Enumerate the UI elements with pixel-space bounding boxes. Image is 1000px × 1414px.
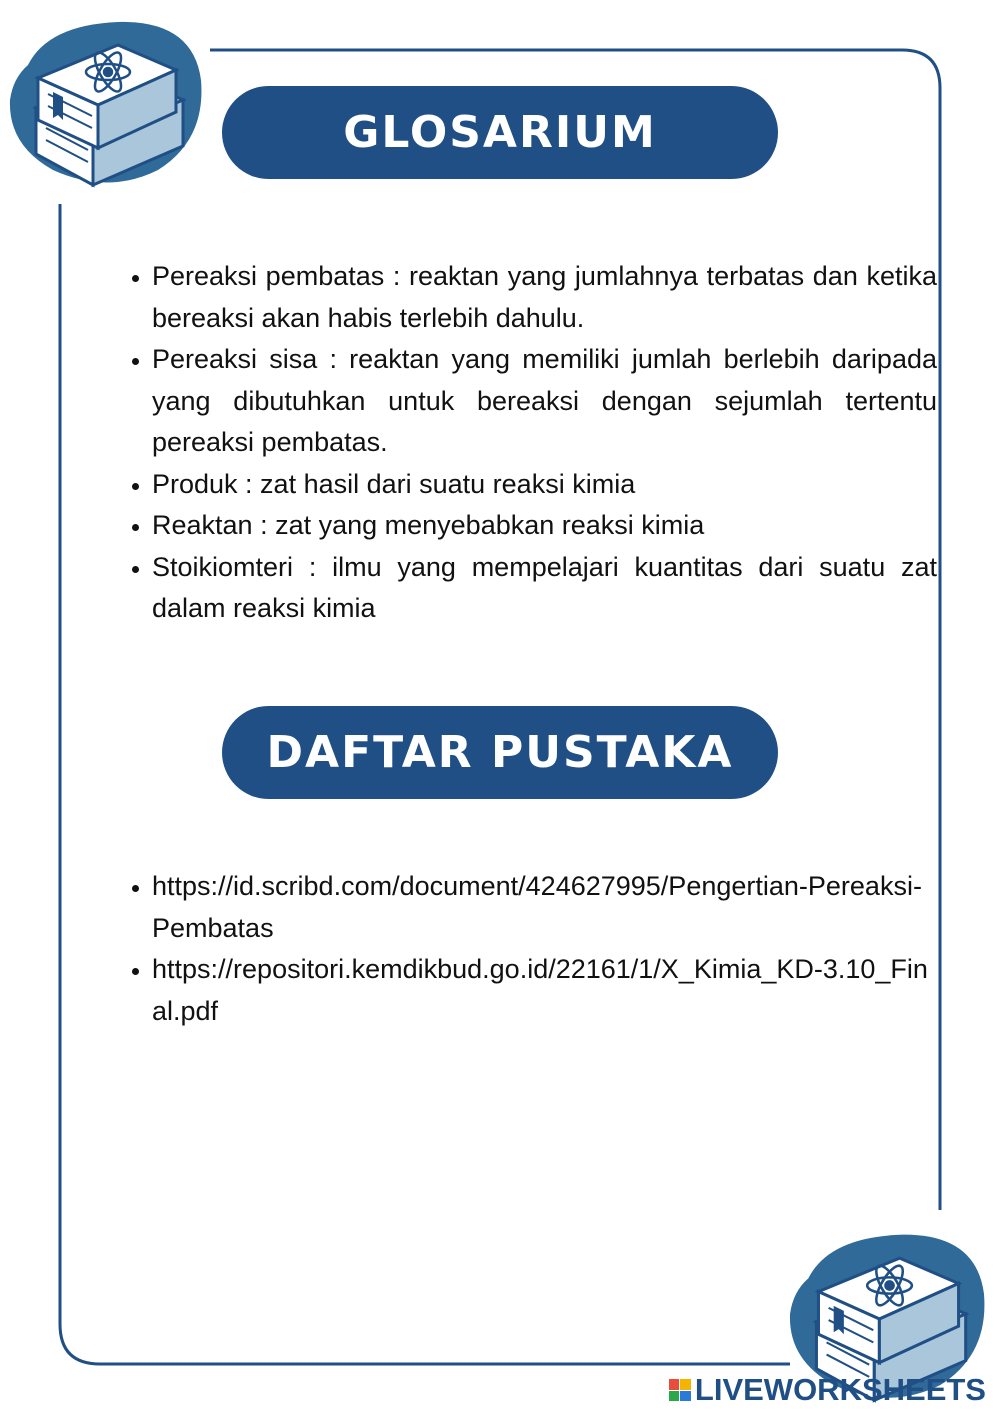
references-list — [115, 866, 937, 1032]
references-title: DAFTAR PUSTAKA — [222, 706, 778, 799]
books-atom-icon — [8, 20, 203, 188]
glossary-item: • Pereaksi pembatas : reaktan yang jumlahnya terbatas dan ketika bereaksi akan habis terlebih dahulu. — [152, 256, 937, 339]
glossary-item: • Pereaksi sisa : reaktan yang memiliki jumlah berlebih daripada yang dibutuhkan untuk bereaksi dengan sejumlah tertentu pereaksi pembatas. — [152, 339, 937, 464]
glossary-item: • Stoikiomteri : ilmu yang mempelajari kuantitas dari suatu zat dalam reaksi kimia — [152, 547, 937, 630]
reference-item[interactable]: • https://id.scribd.com/document/424627995/Pengertian-Pereaksi-Pembatas — [152, 866, 937, 949]
glossary-title: GLOSARIUM — [222, 86, 778, 179]
watermark-text: LIVEWORKSHEETS — [694, 1372, 986, 1407]
glossary-item: • Produk : zat hasil dari suatu reaksi kimia — [152, 464, 937, 506]
glossary-list — [115, 256, 937, 630]
reference-item[interactable]: • https://repositori.kemdikbud.go.id/22161/1/X_Kimia_KD-3.10_Final.pdf — [152, 949, 937, 1032]
glossary-item: • Reaktan : zat yang menyebabkan reaksi kimia — [152, 505, 937, 547]
liveworksheets-logo-icon — [669, 1379, 691, 1401]
liveworksheets-watermark — [669, 1372, 986, 1408]
